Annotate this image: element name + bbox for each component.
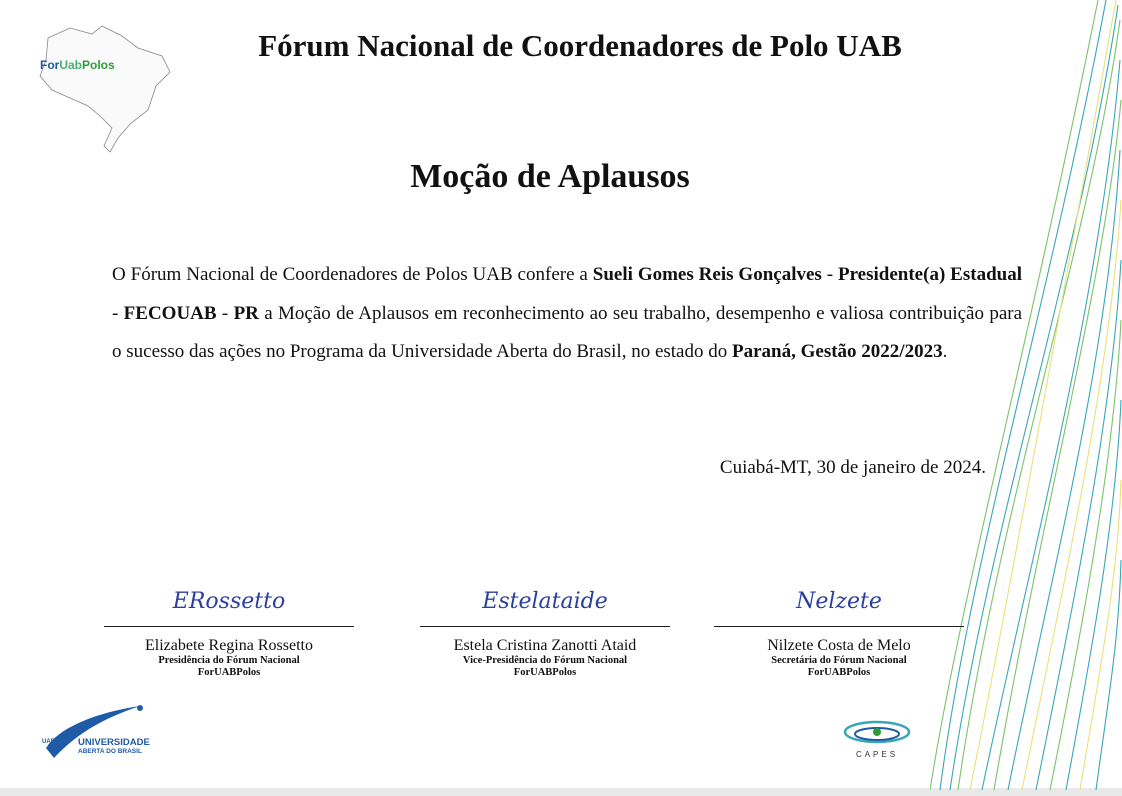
logo-for: For [40,58,60,72]
state-code: PR [233,302,259,324]
signer-org: ForUABPolos [807,667,871,678]
signer-name: Estela Cristina Zanotti Ataid [453,637,637,654]
signer-role: Presidência do Fórum Nacional [158,655,300,666]
place-date: Cuiabá-MT, 30 de janeiro de 2024. [719,457,986,478]
honoree-name: Sueli Gomes Reis Gonçalves [592,264,822,285]
signature-text: Estelataide [482,589,608,614]
body-intro: O Fórum Nacional de Coordenadores de Polos UAB confere a [112,264,593,285]
separator: - [112,302,124,324]
honoree-role: Presidente(a) Estadual [837,264,1022,285]
signature-block-vice-president [420,570,670,679]
page-title: Fórum Nacional de Coordenadores de Polo UAB [258,28,902,63]
body-end: . [942,341,948,362]
organization: FECOUAB [123,302,217,324]
uab-logo-text [78,738,150,756]
uab-line-2: ABERTA DO BRASIL [78,748,142,755]
forumpolos-logo-text [40,58,115,72]
document-body [112,256,1022,372]
separator: - [821,264,838,285]
signature-text: ERossetto [172,589,286,614]
capes-label: CAPES [855,750,899,759]
signature-block-president [104,570,354,679]
body-middle: a Moção de Aplausos em reconhecimento ao seu trabalho, desempenho e valiosa contribuição para o sucesso das ações no Programa da Universidade Aberta do Brasil, no estado do [112,302,1023,362]
signer-name: Elizabete Regina Rossetto [145,637,313,654]
document-heading: Moção de Aplausos [410,158,690,195]
separator: - [216,302,234,324]
signature-block-secretary [714,570,964,679]
uab-line-1: UNIVERSIDADE [78,737,150,748]
signature-image [149,570,309,620]
signature-line [104,626,354,627]
uab-badge: UAB [42,739,55,745]
signer-name: Nilzete Costa de Melo [767,637,911,654]
signature-image [759,570,919,620]
signature-line [714,626,964,627]
signer-role: Secretária do Fórum Nacional [771,655,907,666]
brazil-map-logo [30,20,180,160]
signature-text: Nelzete [796,589,882,614]
state-term: Paraná, Gestão 2022/2023 [732,341,943,362]
signer-org: ForUABPolos [197,667,261,678]
signer-role: Vice-Presidência do Fórum Nacional [462,655,628,666]
signature-line [420,626,670,627]
signer-org: ForUABPolos [513,667,577,678]
signature-image [465,570,625,620]
logo-uab: Uab [59,58,83,72]
logo-polos: Polos [82,58,115,72]
